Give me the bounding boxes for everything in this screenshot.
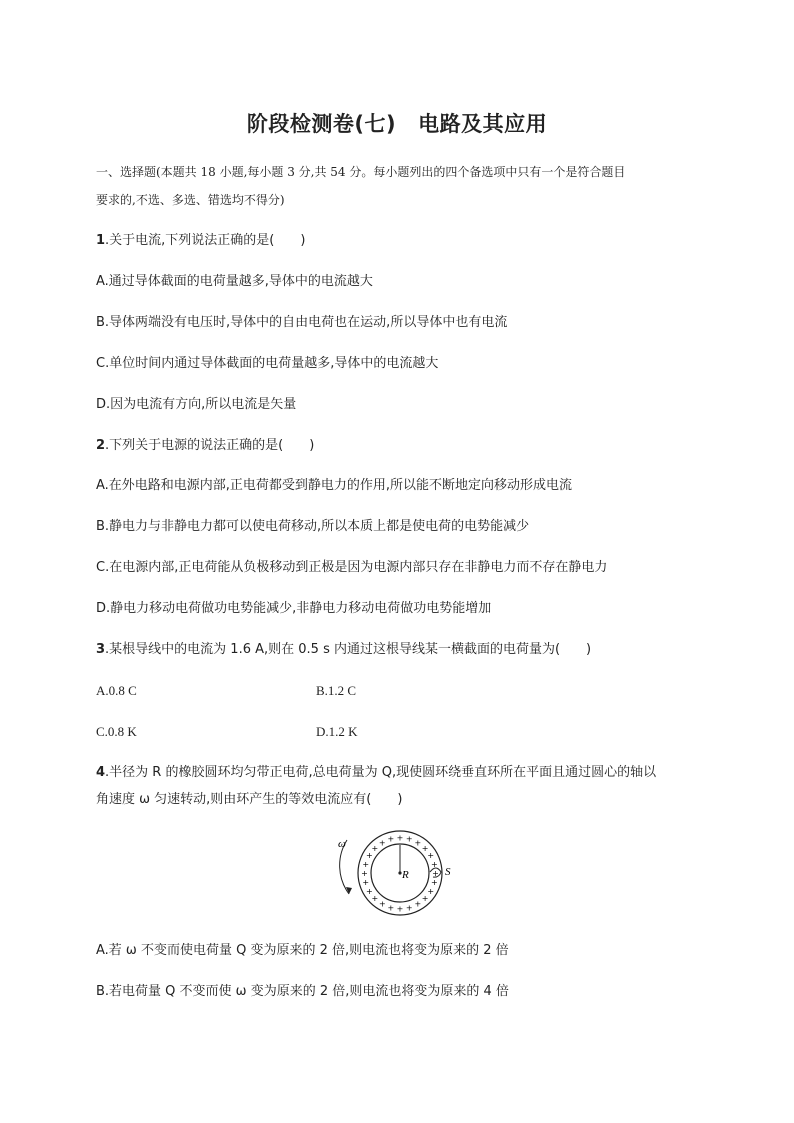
plus-sign: + — [387, 903, 395, 913]
plus-sign: + — [365, 886, 373, 896]
section-heading-line1: 一、选择题(本题共 18 小题,每小题 3 分,共 54 分。每小题列出的四个备选项中只有一个是符合题目 — [96, 165, 626, 179]
q3-stem — [96, 641, 591, 659]
plus-sign: + — [396, 904, 404, 914]
radius-label: R — [402, 869, 409, 881]
plus-sign: + — [378, 838, 386, 848]
q1-option-a: A.通过导体截面的电荷量越多,导体中的电流越大 — [96, 274, 373, 289]
plus-sign: + — [365, 851, 373, 861]
q1-stem-text: .关于电流,下列说法正确的是( ) — [105, 233, 306, 248]
plus-sign: + — [405, 903, 413, 913]
q4-number: 4 — [96, 765, 106, 780]
title-sub: 电路及其应用 — [418, 112, 548, 136]
title-main: 阶段检测卷(七) — [246, 112, 397, 136]
q3-options-row1 — [96, 682, 357, 700]
q2-option-c: C.在电源内部,正电荷能从负极移动到正极是因为电源内部只存在非静电力而不存在静电力 — [96, 560, 608, 575]
plus-sign: + — [405, 834, 413, 844]
plus-sign: + — [430, 878, 438, 888]
q2-stem-text: .下列关于电源的说法正确的是( ) — [105, 438, 315, 453]
plus-sign: + — [427, 886, 435, 896]
omega-label: ω — [338, 838, 346, 850]
plus-sign: + — [414, 899, 422, 909]
q1-option-d: D.因为电流有方向,所以电流是矢量 — [96, 397, 297, 412]
q1-stem — [96, 232, 305, 250]
plus-sign: + — [421, 843, 429, 853]
q4-stem-text1: .半径为 R 的橡胶圆环均匀带正电荷,总电荷量为 Q,现使圆环绕垂直环所在平面且通过圆心的轴以 — [105, 765, 657, 780]
q2-stem — [96, 437, 314, 455]
q1-number: 1 — [96, 233, 106, 248]
plus-sign: + — [414, 838, 422, 848]
plus-sign: + — [362, 878, 370, 888]
section-heading-line2: 要求的,不选、多选、错选均不得分) — [96, 193, 285, 207]
q3-option-b: B.1.2 C — [316, 683, 357, 698]
plus-sign: + — [421, 894, 429, 904]
page-title — [0, 108, 794, 138]
s-label: S — [445, 866, 451, 878]
q3-option-a: A.0.8 C — [96, 683, 137, 698]
plus-sign: + — [371, 843, 379, 853]
q3-option-c: C.0.8 K — [96, 724, 137, 739]
q1-option-c: C.单位时间内通过导体截面的电荷量越多,导体中的电流越大 — [96, 356, 439, 371]
q2-option-a: A.在外电路和电源内部,正电荷都受到静电力的作用,所以能不断地定向移动形成电流 — [96, 478, 573, 493]
q3-stem-text: .某根导线中的电流为 1.6 A,则在 0.5 s 内通过这根导线某一横截面的电荷量为( ) — [105, 642, 592, 657]
q4-option-a: A.若 ω 不变而使电荷量 Q 变为原来的 2 倍,则电流也将变为原来的 2 倍 — [96, 943, 509, 958]
plus-sign: + — [430, 859, 438, 869]
q1-option-b: B.导体两端没有电压时,导体中的自由电荷也在运动,所以导体中也有电流 — [96, 315, 508, 330]
ring-figure — [335, 828, 465, 922]
q2-option-b: B.静电力与非静电力都可以使电荷移动,所以本质上都是使电荷的电势能减少 — [96, 519, 530, 534]
q4-stem-line1 — [96, 764, 656, 782]
q4-option-b: B.若电荷量 Q 不变而使 ω 变为原来的 2 倍,则电流也将变为原来的 4 倍 — [96, 984, 509, 999]
plus-sign: + — [427, 851, 435, 861]
q3-number: 3 — [96, 642, 106, 657]
q3-option-d: D.1.2 K — [316, 724, 358, 739]
plus-sign: + — [362, 859, 370, 869]
q2-number: 2 — [96, 438, 106, 453]
plus-sign: + — [361, 869, 368, 878]
plus-sign: + — [387, 834, 395, 844]
q3-options-row2 — [96, 723, 358, 741]
q4-stem-line2: 角速度 ω 匀速转动,则由环产生的等效电流应有( ) — [96, 792, 403, 807]
plus-sign: + — [396, 833, 404, 843]
plus-sign: + — [378, 899, 386, 909]
plus-sign: + — [371, 894, 379, 904]
q2-option-d: D.静电力移动电荷做功电势能减少,非静电力移动电荷做功电势能增加 — [96, 601, 492, 616]
ring-diagram — [335, 828, 465, 918]
plus-sign: + — [432, 869, 439, 878]
